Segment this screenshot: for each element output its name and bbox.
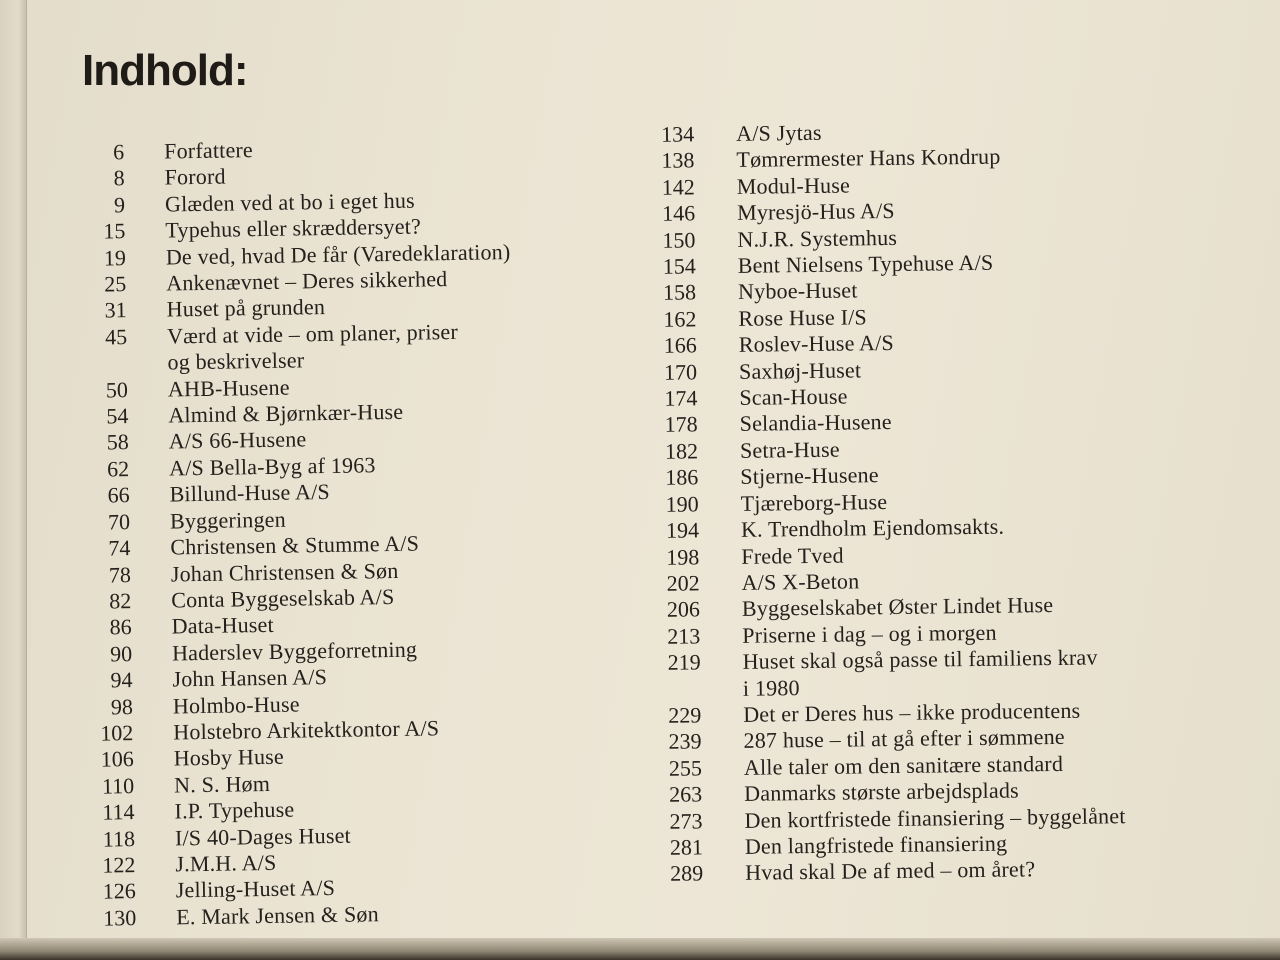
toc-page-number: 202 [666, 570, 700, 596]
toc-entry-title [169, 479, 330, 508]
toc-entry-title [171, 557, 399, 587]
toc-entry-title-line: A/S Bella-Byg af 1963 [168, 452, 376, 481]
toc-page-number: 190 [665, 491, 699, 517]
toc-entry-title-line: Glæden ved at bo i eget hus [164, 187, 415, 217]
toc-page-number: 229 [668, 702, 702, 728]
toc-page-number: 106 [100, 746, 134, 772]
toc-entry-title-line: Tømrermester Hans Kondrup [736, 144, 1001, 173]
toc-entry-title [174, 797, 294, 825]
toc-entry-title [744, 803, 1125, 834]
toc-page-number: 273 [669, 807, 703, 834]
toc-page-number: 178 [664, 411, 698, 438]
toc-entry-title [742, 592, 1054, 622]
toc-entry-title [740, 462, 879, 490]
toc-page-number: 198 [666, 543, 700, 570]
toc-page-number: 158 [662, 279, 697, 306]
toc-entry-title-line: Den langfristede finansiering [744, 830, 1008, 859]
toc-entry-title-line: Tjæreborg-Huse [740, 488, 888, 516]
toc-page-number: 154 [662, 253, 696, 279]
toc-entry-title-line: N.J.R. Systemhus [737, 224, 898, 252]
toc-entry [650, 643, 1231, 703]
toc-page-number: 138 [661, 147, 695, 174]
toc-entry-title [742, 619, 997, 649]
toc-page-number: 281 [669, 834, 704, 860]
toc-entry-title [171, 584, 395, 614]
page-binding-edge [0, 0, 27, 960]
toc-entry-title [173, 691, 300, 719]
toc-entry [653, 854, 1233, 887]
toc-entry-title [167, 319, 459, 376]
toc-entry-title-line: A/S X-Beton [741, 568, 860, 595]
toc-entry-title-line: i 1980 [742, 674, 800, 701]
toc-page-number: 206 [666, 596, 701, 623]
toc-page-number: 186 [665, 464, 699, 491]
toc-entry-title [744, 751, 1063, 781]
toc-entry-title-line: I.P. Typehuse [174, 796, 295, 824]
toc-entry-title [176, 901, 379, 931]
toc-page-number: 50 [105, 376, 129, 403]
toc-entry-title-line: Selandia-Husene [739, 409, 892, 437]
toc-page-number: 82 [109, 588, 132, 614]
toc-entry-title-line: De ved, hvad De får (Varedeklaration) [165, 238, 511, 270]
toc-entry-title [745, 857, 1035, 887]
toc-page-number: 58 [106, 429, 129, 455]
toc-entry-title-line: John Hansen A/S [172, 664, 328, 692]
toc-page-number: 213 [667, 623, 701, 649]
toc-entry-title [738, 278, 858, 306]
toc-entry-title [164, 137, 253, 165]
toc-column-left [70, 131, 642, 932]
toc-entry-title-line: 287 huse – til at gå efter i sømmene [743, 724, 1065, 754]
toc-entry-title-line: Holmbo-Huse [172, 690, 300, 718]
toc-page-number: 174 [664, 385, 698, 411]
toc-entry-title [737, 198, 895, 226]
toc-entry-title [169, 452, 376, 482]
toc-page-number: 255 [668, 755, 703, 781]
toc-page-number: 146 [661, 200, 696, 227]
toc-entry-title-line: Modul-Huse [736, 172, 851, 199]
toc-entry-title [739, 357, 861, 385]
toc-page-number: 134 [660, 121, 695, 147]
toc-entry-title-line: Billund-Huse A/S [169, 479, 331, 507]
toc-entry-title [166, 239, 511, 271]
toc-page-number: 110 [101, 772, 135, 799]
toc-entry-title [741, 542, 844, 570]
toc-page-number: 194 [665, 517, 700, 543]
toc-page-number: 114 [102, 799, 135, 825]
toc-entry-title [172, 664, 327, 693]
toc-page-number: 54 [106, 403, 129, 429]
toc-page-number: 62 [106, 455, 130, 482]
toc-entry-title [736, 144, 1000, 174]
toc-page-number: 130 [103, 904, 137, 931]
toc-entry-title [740, 409, 892, 437]
toc-column-right [644, 115, 1233, 888]
toc-entry-title [172, 636, 417, 666]
toc-entry-title [170, 531, 419, 561]
toc-entry-title-line: Johan Christensen & Søn [170, 557, 399, 586]
toc-entry-title [741, 489, 888, 517]
toc-page-number: 66 [107, 482, 130, 508]
toc-entry-title-line: Danmarks største arbejdsplads [744, 777, 1019, 806]
toc-entry-title-line: Priserne i dag – og i morgen [742, 619, 997, 648]
toc-entry-title [739, 384, 848, 412]
toc-entry-title-line: Saxhøj-Huset [738, 357, 862, 384]
toc-page-number: 86 [109, 614, 132, 640]
toc-entry-title-line: Frede Tved [741, 542, 844, 569]
toc-page-number: 289 [670, 860, 704, 887]
toc-page-number: 102 [100, 720, 134, 746]
toc-page-number: 166 [663, 332, 697, 359]
toc-page-number: 98 [110, 693, 134, 719]
toc-page-number: 162 [663, 306, 697, 332]
toc-page-number: 19 [103, 244, 127, 271]
toc-entry-title [737, 172, 851, 200]
toc-entry-title-line: og beskrivelser [167, 347, 305, 375]
toc-page-number: 126 [102, 878, 136, 904]
toc-entry [73, 316, 634, 378]
toc-entry-title-line: K. Trendholm Ejendomsakts. [740, 513, 1005, 542]
toc-entry-title-line: Almind & Bjørnkær-Huse [168, 398, 404, 428]
toc-page-number: 9 [113, 191, 126, 218]
toc-entry-title-line: I/S 40-Dages Huset [174, 822, 352, 850]
toc-entry-title [171, 612, 274, 640]
toc-entry-title-line: Den kortfristede finansiering – byggelånet [744, 802, 1126, 833]
toc-entry-title-line: Ankenævnet – Deres sikkerhed [166, 266, 448, 296]
toc-page-number: 263 [669, 781, 703, 807]
toc-page-number: 90 [109, 640, 133, 667]
toc-entry-title [744, 778, 1019, 808]
toc-entry-title [745, 831, 1008, 861]
toc-entry-title [166, 294, 325, 323]
toc-page-number: 74 [108, 535, 131, 561]
toc-entry-title [168, 399, 403, 429]
toc-entry-title [174, 744, 285, 772]
toc-entry-title [173, 715, 439, 746]
toc-entry-title-line: Huset på grunden [166, 294, 326, 322]
toc-entry-title-line: Hosby Huse [173, 744, 285, 771]
toc-entry-title [739, 330, 894, 358]
toc-entry-title [166, 266, 448, 297]
toc-entry-title-line: J.M.H. A/S [175, 849, 277, 877]
toc-entry-title-line: Bent Nielsens Typehuse A/S [737, 249, 994, 278]
toc-entry-title-line: Data-Huset [171, 612, 275, 639]
toc-entry-title-line: Byggeringen [169, 506, 287, 534]
toc-entry-title [738, 304, 867, 332]
toc-entry-title [742, 645, 1098, 702]
toc-page-number: 219 [667, 649, 701, 675]
toc-page-number: 239 [668, 728, 702, 755]
toc-page-number: 170 [663, 359, 698, 385]
toc-entry-title-line: Nyboe-Huset [737, 277, 858, 305]
toc-entry-title-line: Myresjö-Hus A/S [736, 198, 895, 226]
toc-page-number: 142 [661, 174, 695, 200]
toc-entry-title [170, 506, 286, 534]
toc-entry-title-line: Huset skal også passe til familiens krav [742, 644, 1098, 674]
toc-entry-title [175, 850, 276, 878]
toc-page-number: 45 [104, 323, 128, 350]
toc-page-number: 8 [113, 165, 125, 191]
toc-page-number: 182 [664, 438, 699, 464]
toc-entry-title-line: AHB-Husene [167, 374, 290, 402]
toc-entry-title-line: Typehus eller skræddersyet? [165, 213, 422, 243]
toc-entry-title-line: Forfattere [163, 137, 254, 164]
toc-entry-title [738, 250, 994, 280]
toc-entry-title [737, 225, 897, 253]
toc-entry-title [736, 120, 822, 147]
toc-entry-title-line: Det er Deres hus – ikke producentens [743, 697, 1081, 727]
toc-page-number: 94 [110, 667, 133, 693]
toc-entry-title-line: Hvad skal De af med – om året? [745, 856, 1036, 886]
page-title: Indhold: [82, 46, 248, 95]
toc-page-number: 122 [102, 852, 136, 878]
toc-entry-title-line: Haderslev Byggeforretning [171, 636, 418, 666]
toc-entry-title [741, 568, 859, 596]
toc-entry-title [743, 724, 1065, 754]
toc-entry-title [743, 698, 1080, 729]
toc-entry-title-line: A/S 66-Husene [168, 426, 307, 454]
toc-page-number: 31 [104, 297, 127, 323]
toc-page-number: 118 [102, 825, 136, 852]
toc-entry-title-line: Setra-Huse [739, 436, 840, 463]
toc-entry-title-line: Scan-House [739, 383, 848, 410]
toc-entry-title-line: Conta Byggeselskab A/S [171, 583, 395, 613]
toc-entry-title-line: Jelling-Huset A/S [175, 875, 336, 903]
page-bottom-edge [0, 938, 1280, 960]
toc-entry-title-line: Christensen & Stumme A/S [170, 530, 420, 560]
toc-page-number: 78 [108, 561, 132, 587]
toc-entry-title [174, 771, 270, 799]
toc-entry-title-line: Alle taler om den sanitære standard [743, 750, 1064, 780]
toc-entry-title-line: E. Mark Jensen & Søn [176, 901, 379, 930]
toc-entry-title-line: Rose Huse I/S [738, 304, 868, 331]
toc-entry-title [165, 187, 415, 217]
toc-entry-title [168, 374, 290, 402]
toc-page-number: 25 [104, 271, 127, 297]
toc-entry-title-line: Roslev-Huse A/S [738, 330, 895, 358]
toc-page-number: 70 [107, 508, 131, 535]
toc-page-number: 15 [103, 218, 126, 244]
toc-entry-title [176, 875, 336, 904]
toc-entry-title-line: Byggeselskabet Øster Lindet Huse [741, 592, 1054, 622]
toc-entry-title [740, 437, 840, 465]
toc-entry-title [175, 822, 351, 851]
toc-entry-title [741, 514, 1004, 544]
toc-entry-title [165, 214, 421, 244]
toc-entry-title-line: Holstebro Arkitektkontor A/S [173, 715, 440, 745]
toc-page-number: 6 [112, 139, 125, 165]
toc-entry-title [169, 427, 307, 456]
toc-entry-title-line: Forord [164, 163, 226, 190]
toc-entry-title-line: Værd at vide – om planer, priser [166, 318, 459, 349]
toc-entry-title [164, 164, 226, 191]
toc-entry-title-line: A/S Jytas [735, 119, 822, 146]
toc-page-number: 150 [662, 227, 696, 253]
toc-entry-title-line: Stjerne-Husene [740, 462, 879, 490]
toc-entry-title-line: N. S. Høm [173, 770, 271, 798]
